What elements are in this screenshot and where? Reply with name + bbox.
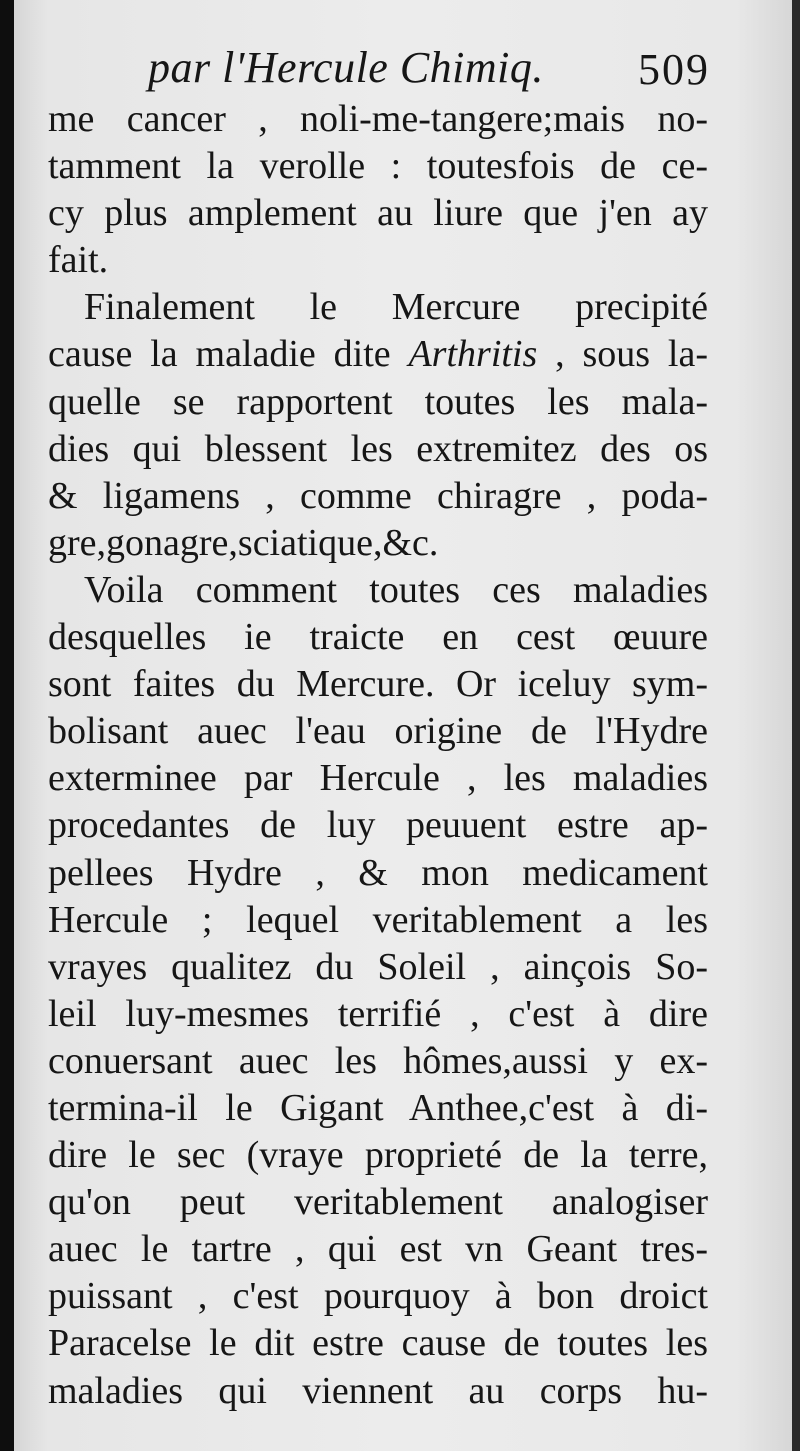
text-line: cy plus amplement au liure que j'en ay	[48, 192, 708, 235]
text-line: exterminee par Hercule , les maladies	[48, 757, 708, 800]
text-line: Voila comment toutes ces maladies	[84, 568, 708, 611]
page-header	[140, 34, 710, 98]
text-line: Finalement le Mercure precipité	[84, 286, 708, 329]
running-title: par l'Hercule Chimiq.	[148, 43, 544, 92]
text-line: maladies qui viennent au corps hu-	[48, 1369, 708, 1412]
text-line: cause la maladie dite Arthritis , sous la-	[48, 333, 708, 376]
text-line: vrayes qualitez du Soleil , ainçois So-	[48, 945, 708, 988]
text-line: termina-il le Gigant Anthee,c'est à di-	[48, 1086, 708, 1129]
text-line: puissant , c'est pourquoy à bon droict	[48, 1275, 708, 1318]
text-line: bolisant auec l'eau origine de l'Hydre	[48, 710, 708, 753]
text-line: auec le tartre , qui est vn Geant tres-	[48, 1228, 708, 1271]
text-line: sont faites du Mercure. Or iceluy sym-	[48, 663, 708, 706]
paragraph-2	[48, 284, 708, 567]
text-line: tamment la verolle : toutesfois de ce-	[48, 145, 708, 188]
text-line: me cancer , noli-me-tangere;mais no-	[48, 98, 708, 140]
page-gutter-left	[0, 0, 14, 1451]
text-line: gre,gonagre,sciatique,&c.	[48, 521, 439, 564]
paragraph-1	[48, 96, 708, 284]
text-line: quelle se rapportent toutes les mala-	[48, 380, 708, 423]
text-line: Hercule ; lequel veritablement a les	[48, 898, 708, 941]
text-line: Paracelse le dit estre cause de toutes les	[48, 1322, 708, 1365]
text-line: procedantes de luy peuuent estre ap-	[48, 804, 708, 847]
text-line: qu'on peut veritablement analogiser	[48, 1181, 708, 1224]
text-line: desquelles ie traicte en cest œuure	[48, 616, 708, 659]
text-line: & ligamens , comme chiragre , poda-	[48, 474, 708, 517]
text-line: dire le sec (vraye proprieté de la terre,	[48, 1134, 708, 1177]
text-line: leil luy-mesmes terrifié , c'est à dire	[48, 992, 708, 1035]
italic-term: Arthritis	[408, 333, 538, 376]
text-line: conuersant auec les hômes,aussi y ex-	[48, 1039, 708, 1082]
page-number: 509	[638, 45, 710, 94]
paragraph-3	[48, 567, 708, 1415]
text-line: dies qui blessent les extremitez des os	[48, 427, 708, 470]
page-gutter-right	[792, 0, 800, 1451]
text-line: fait.	[48, 239, 109, 282]
text-line: pellees Hydre , & mon medicament	[48, 851, 708, 894]
body-text	[48, 96, 708, 1415]
